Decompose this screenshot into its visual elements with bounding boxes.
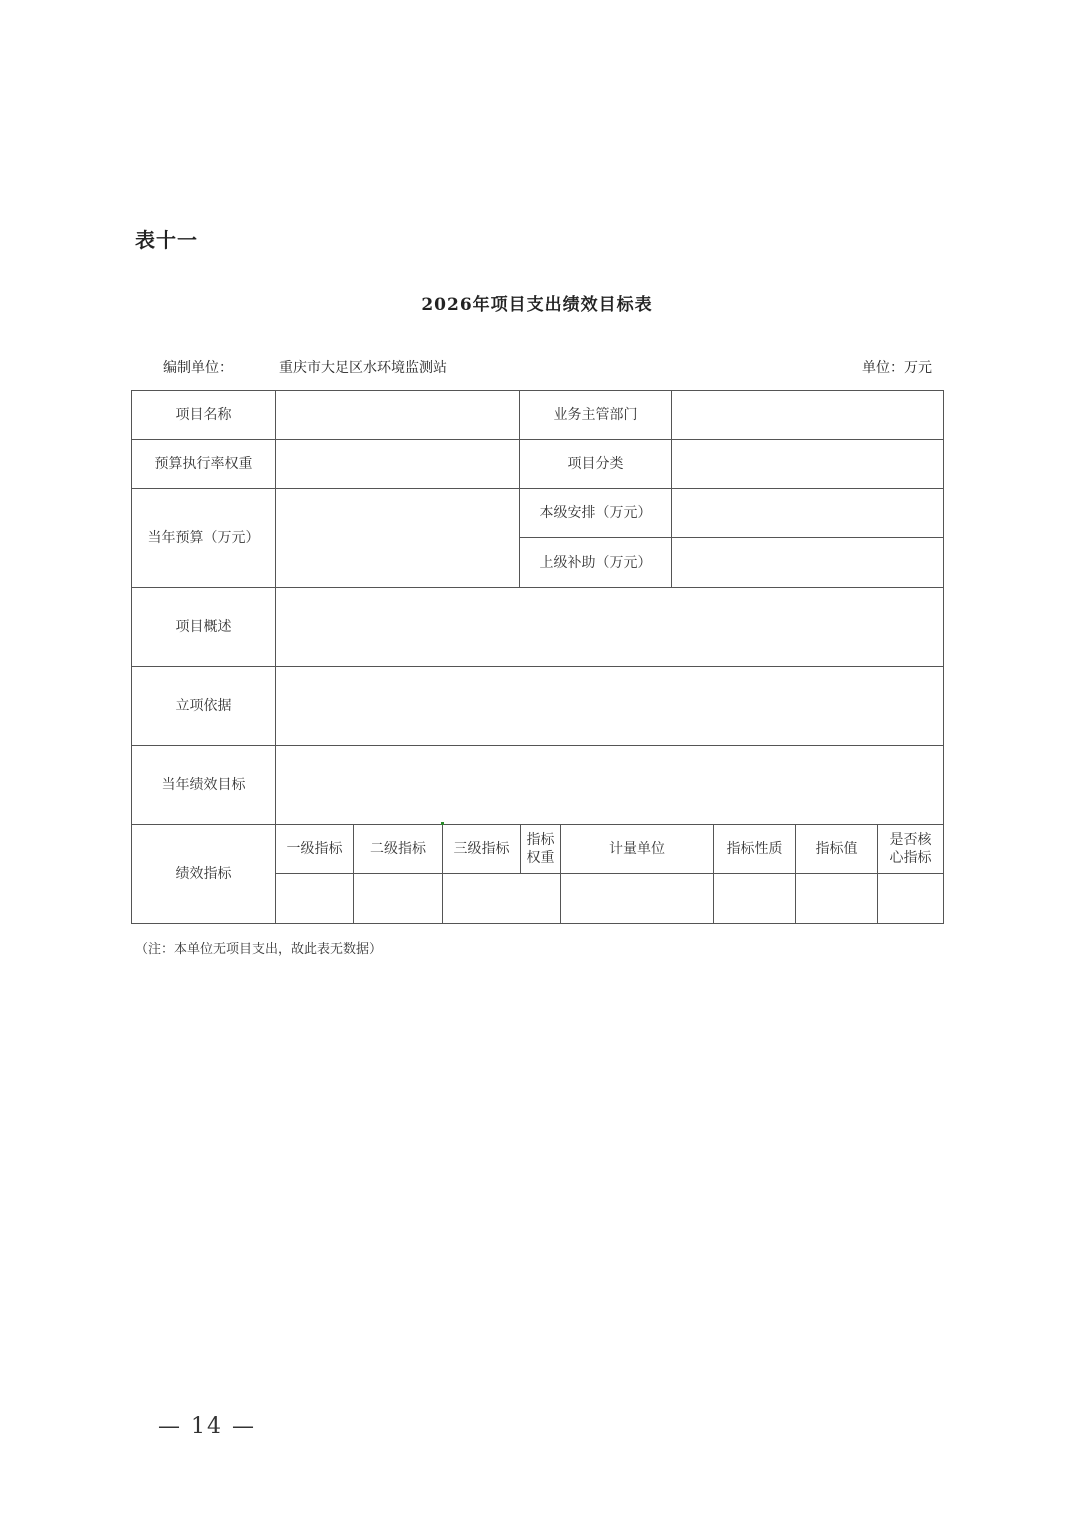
indicator-cell — [713, 873, 796, 924]
indicator-cell — [877, 873, 944, 924]
page-number: — 14 — — [158, 1414, 256, 1439]
org-label: 编制单位： — [163, 360, 233, 376]
header-core: 是否核心指标 — [877, 824, 944, 874]
project-name-label: 项目名称 — [131, 390, 276, 440]
table-label: 表十一 — [135, 228, 198, 252]
project-name-value — [275, 390, 520, 440]
weight-value — [275, 439, 520, 489]
indicator-cell — [560, 873, 714, 924]
performance-table — [131, 390, 944, 924]
header-level1: 一级指标 — [275, 824, 354, 874]
table-note: （注：本单位无项目支出，故此表无数据） — [135, 942, 383, 957]
local-budget-label: 本级安排（万元） — [519, 488, 672, 538]
dept-value — [671, 390, 944, 440]
header-level2: 二级指标 — [353, 824, 443, 874]
budget-value — [275, 488, 520, 588]
dept-label: 业务主管部门 — [519, 390, 672, 440]
goal-value — [275, 745, 944, 825]
local-budget-value — [671, 488, 944, 538]
category-label: 项目分类 — [519, 439, 672, 489]
indicators-label: 绩效指标 — [131, 824, 276, 924]
basis-label: 立项依据 — [131, 666, 276, 746]
indicator-cell — [275, 873, 354, 924]
basis-value — [275, 666, 944, 746]
upper-budget-value — [671, 537, 944, 588]
header-weight: 指标权重 — [520, 824, 561, 874]
indicator-cell — [353, 873, 443, 924]
upper-budget-label: 上级补助（万元） — [519, 537, 672, 588]
header-unit: 计量单位 — [560, 824, 714, 874]
cell-marker — [441, 822, 444, 825]
overview-label: 项目概述 — [131, 587, 276, 667]
header-level3: 三级指标 — [442, 824, 521, 874]
weight-label: 预算执行率权重 — [131, 439, 276, 489]
goal-label: 当年绩效目标 — [131, 745, 276, 825]
indicator-cell — [442, 873, 561, 924]
document-title: 2026年项目支出绩效目标表 — [421, 295, 653, 315]
indicator-cell — [795, 873, 878, 924]
org-value: 重庆市大足区水环境监测站 — [279, 360, 447, 376]
header-value: 指标值 — [795, 824, 878, 874]
header-nature: 指标性质 — [713, 824, 796, 874]
unit-label: 单位：万元 — [862, 360, 932, 376]
budget-label: 当年预算（万元） — [131, 488, 276, 588]
overview-value — [275, 587, 944, 667]
category-value — [671, 439, 944, 489]
